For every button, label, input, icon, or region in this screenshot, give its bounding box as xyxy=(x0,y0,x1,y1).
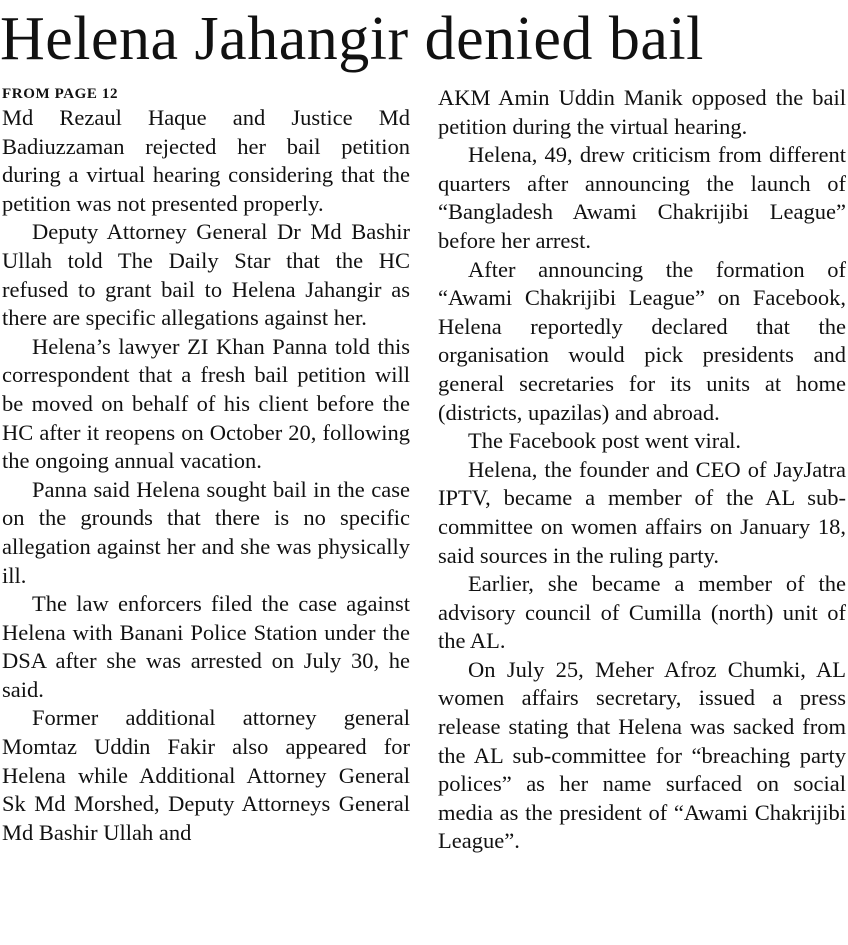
paragraph: The law enforcers filed the case against Helena with Banani Police Station under the DSA after she was arrested on July 30, he said. xyxy=(2,591,410,702)
paragraph: Helena’s lawyer ZI Khan Panna told this correspondent that a fresh bail petition will be moved on behalf of his client before the HC after it reopens on October 20, following the ongoing annual vacation. xyxy=(2,333,410,474)
article-column-right xyxy=(438,84,846,856)
paragraph: Earlier, she became a member of the advisory council of Cumilla (north) unit of the AL. xyxy=(438,571,846,654)
headline: Helena Jahangir denied bail xyxy=(0,5,704,73)
paragraph: Former additional attorney general Momtaz Uddin Fakir also appeared for Helena while Additional Attorney General Sk Md Morshed, Deputy Attorneys General Md Bashir Ullah and xyxy=(2,705,410,845)
paragraph: Helena, 49, drew criticism from different quarters after announcing the launch of “Bangladesh Awami Chakrijibi League” before her arrest. xyxy=(438,142,846,253)
paragraph: On July 25, Meher Afroz Chumki, AL women affairs secretary, issued a press release stating that Helena was sacked from the AL sub-committee for “breaching party polices” as her name surfaced on social media as the president of “Awami Chakrijibi League”. xyxy=(438,656,846,854)
paragraph: After announcing the formation of “Awami Chakrijibi League” on Facebook, Helena reportedly declared that the organisation would pick presidents and general secretaries for its units at home (districts, upazilas) and abroad. xyxy=(438,256,846,425)
paragraph: Md Rezaul Haque and Justice Md Badiuzzaman rejected her bail petition during a virtual hearing considering that the petition was not presented properly. xyxy=(2,105,410,216)
jump-line: FROM PAGE 12 xyxy=(2,86,119,102)
paragraph: Panna said Helena sought bail in the case on the grounds that there is no specific allegation against her and she was physically ill. xyxy=(2,476,410,588)
paragraph: Helena, the founder and CEO of JayJatra IPTV, became a member of the AL sub-committee on women affairs on January 18, said sources in the ruling party. xyxy=(438,456,846,568)
paragraph: Deputy Attorney General Dr Md Bashir Ullah told The Daily Star that the HC refused to grant bail to Helena Jahangir as there are specific allegations against her. xyxy=(2,219,410,331)
paragraph: AKM Amin Uddin Manik opposed the bail petition during the virtual hearing. xyxy=(438,85,846,139)
paragraph: The Facebook post went viral. xyxy=(468,428,742,454)
article-column-left xyxy=(2,84,410,847)
